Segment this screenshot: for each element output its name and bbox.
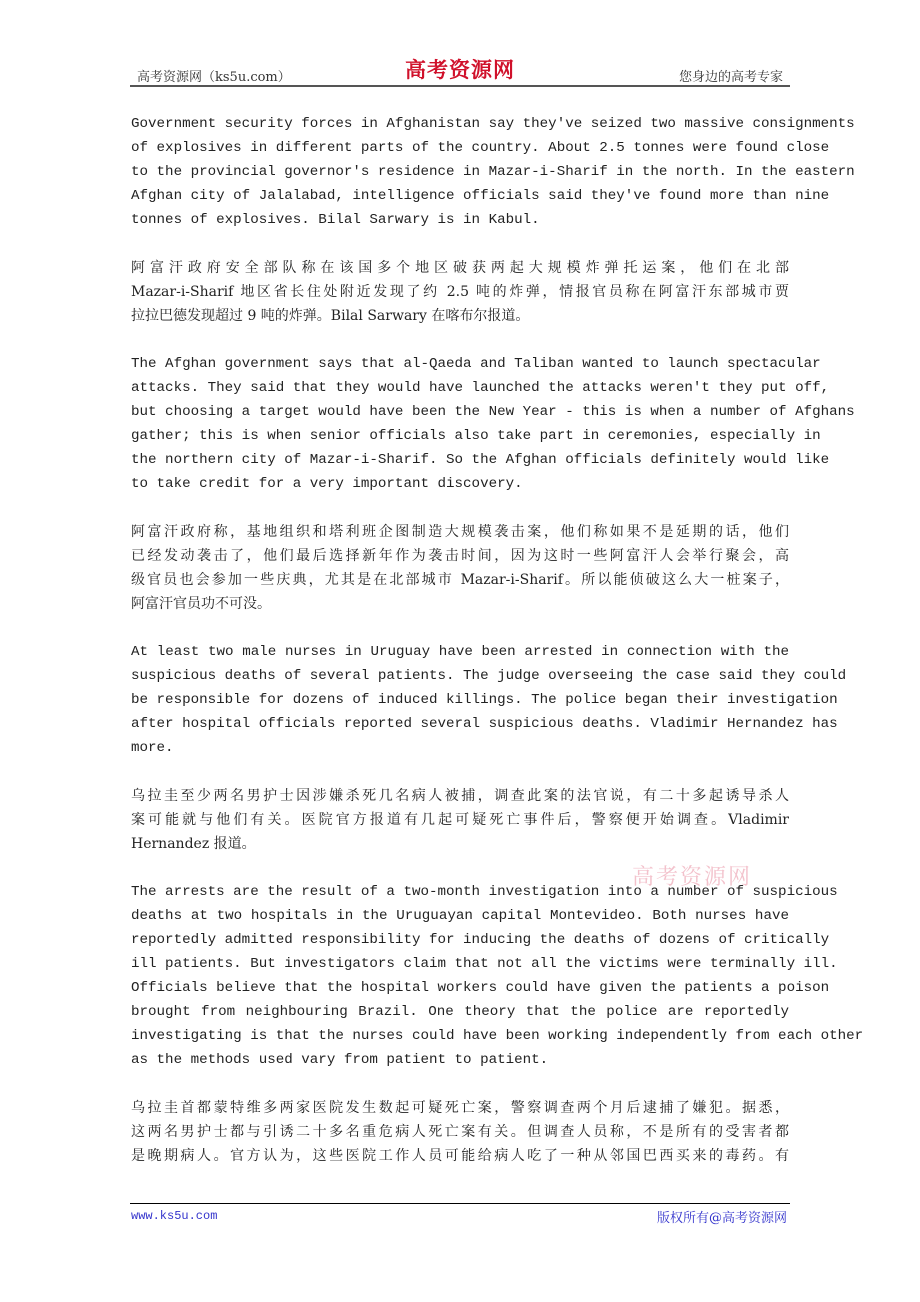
paragraph-line: Officials believe that the hospital workers could have given the patients a poison: [131, 980, 830, 996]
document-body: [131, 112, 864, 1192]
paragraph-line: more.: [131, 740, 174, 756]
footer-link[interactable]: www.ks5u.com: [131, 1209, 218, 1223]
paragraph-line: reportedly admitted responsibility for inducing the deaths of dozens of critically: [131, 932, 830, 948]
header-logo: 高考资源网: [405, 57, 515, 82]
paragraph-line: The arrests are the result of a two-month investigation into a number of suspicious: [131, 884, 838, 900]
paragraph-line: 已经发动袭击了，他们最后选择新年作为袭击时间，因为这时一些阿富汗人会举行聚会，高: [131, 548, 789, 564]
footer-divider: [130, 1203, 790, 1204]
paragraph-line: to take credit for a very important discovery.: [131, 476, 523, 492]
paragraph-line: suspicious deaths of several patients. The judge overseeing the case said they could: [131, 668, 847, 684]
header-divider: [130, 85, 790, 87]
paragraph-line: be responsible for dozens of induced killings. The police began their investigation: [131, 692, 838, 708]
watermark: 高考资源网: [632, 865, 753, 890]
paragraph-line: brought from neighbouring Brazil. One theory that the police are reportedly: [131, 1004, 789, 1020]
paragraph-line: gather; this is when senior officials also take part in ceremonies, especially in: [131, 428, 821, 444]
paragraph-line: the northern city of Mazar-i-Sharif. So the Afghan officials definitely would like: [131, 452, 830, 468]
paragraph-line: but choosing a target would have been the New Year - this is when a number of Afghans: [131, 404, 855, 420]
chinese-paragraph: [131, 256, 789, 328]
paragraph-line: 拉拉巴德发现超过 9 吨的炸弹。Bilal Sarwary 在喀布尔报道。: [131, 308, 530, 324]
paragraph-line: Mazar-i-Sharif 地区省长住处附近发现了约 2.5 吨的炸弹，情报官员称在阿富汗东部城市贾: [131, 284, 789, 300]
chinese-paragraph: [131, 520, 789, 616]
paragraph-line: Government security forces in Afghanistan say they've seized two massive consignments: [131, 116, 855, 132]
paragraph-line: 是晚期病人。官方认为，这些医院工作人员可能给病人吃了一种从邻国巴西买来的毒药。有: [131, 1148, 789, 1164]
paragraph-line: of explosives in different parts of the country. About 2.5 tonnes were found close: [131, 140, 830, 156]
paragraph-line: The Afghan government says that al-Qaeda and Taliban wanted to launch spectacular: [131, 356, 821, 372]
paragraph-line: 乌拉圭首都蒙特维多两家医院发生数起可疑死亡案，警察调查两个月后逮捕了嫌犯。据悉，: [131, 1100, 789, 1116]
paragraph-line: 案可能就与他们有关。医院官方报道有几起可疑死亡事件后，警察便开始调查。Vladimir: [131, 812, 789, 828]
paragraph-line: 阿富汗官员功不可没。: [131, 596, 271, 612]
paragraph-line: 阿富汗政府安全部队称在该国多个地区破获两起大规模炸弹托运案，他们在北部: [131, 260, 789, 276]
paragraph-line: investigating is that the nurses could have been working independently from each other: [131, 1028, 864, 1044]
paragraph-line: tonnes of explosives. Bilal Sarwary is in Kabul.: [131, 212, 540, 228]
paragraph-line: deaths at two hospitals in the Uruguayan capital Montevideo. Both nurses have: [131, 908, 789, 924]
paragraph-line: Afghan city of Jalalabad, intelligence officials said they've found more than nine: [131, 188, 830, 204]
paragraph-line: ill patients. But investigators claim that not all the victims were terminally ill.: [131, 956, 838, 972]
english-paragraph: [131, 640, 847, 760]
paragraph-line: after hospital officials reported several suspicious deaths. Vladimir Hernandez has: [131, 716, 838, 732]
header-slogan: 您身边的高考专家: [678, 70, 783, 85]
header-site-name: 高考资源网（ks5u.com）: [137, 70, 291, 85]
paragraph-line: 级官员也会参加一些庆典，尤其是在北部城市 Mazar-i-Sharif。所以能侦破这么大一桩案子，: [131, 572, 789, 588]
paragraph-line: attacks. They said that they would have launched the attacks weren't they put off,: [131, 380, 830, 396]
english-paragraph: [131, 880, 864, 1072]
footer-copyright: 版权所有@高考资源网: [656, 1211, 787, 1226]
paragraph-line: At least two male nurses in Uruguay have been arrested in connection with the: [131, 644, 789, 660]
paragraph-line: 阿富汗政府称，基地组织和塔利班企图制造大规模袭击案，他们称如果不是延期的话，他们: [131, 524, 789, 540]
chinese-paragraph: [131, 1096, 789, 1168]
paragraph-line: 这两名男护士都与引诱二十多名重危病人死亡案有关。但调查人员称，不是所有的受害者都: [131, 1124, 789, 1140]
paragraph-line: 乌拉圭至少两名男护士因涉嫌杀死几名病人被捕，调查此案的法官说，有二十多起诱导杀人: [131, 788, 789, 804]
english-paragraph: [131, 352, 855, 496]
paragraph-line: to the provincial governor's residence in Mazar-i-Sharif in the north. In the eastern: [131, 164, 855, 180]
chinese-paragraph: [131, 784, 789, 856]
english-paragraph: [131, 112, 855, 232]
paragraph-line: Hernandez 报道。: [131, 836, 256, 852]
paragraph-line: as the methods used vary from patient to patient.: [131, 1052, 549, 1068]
